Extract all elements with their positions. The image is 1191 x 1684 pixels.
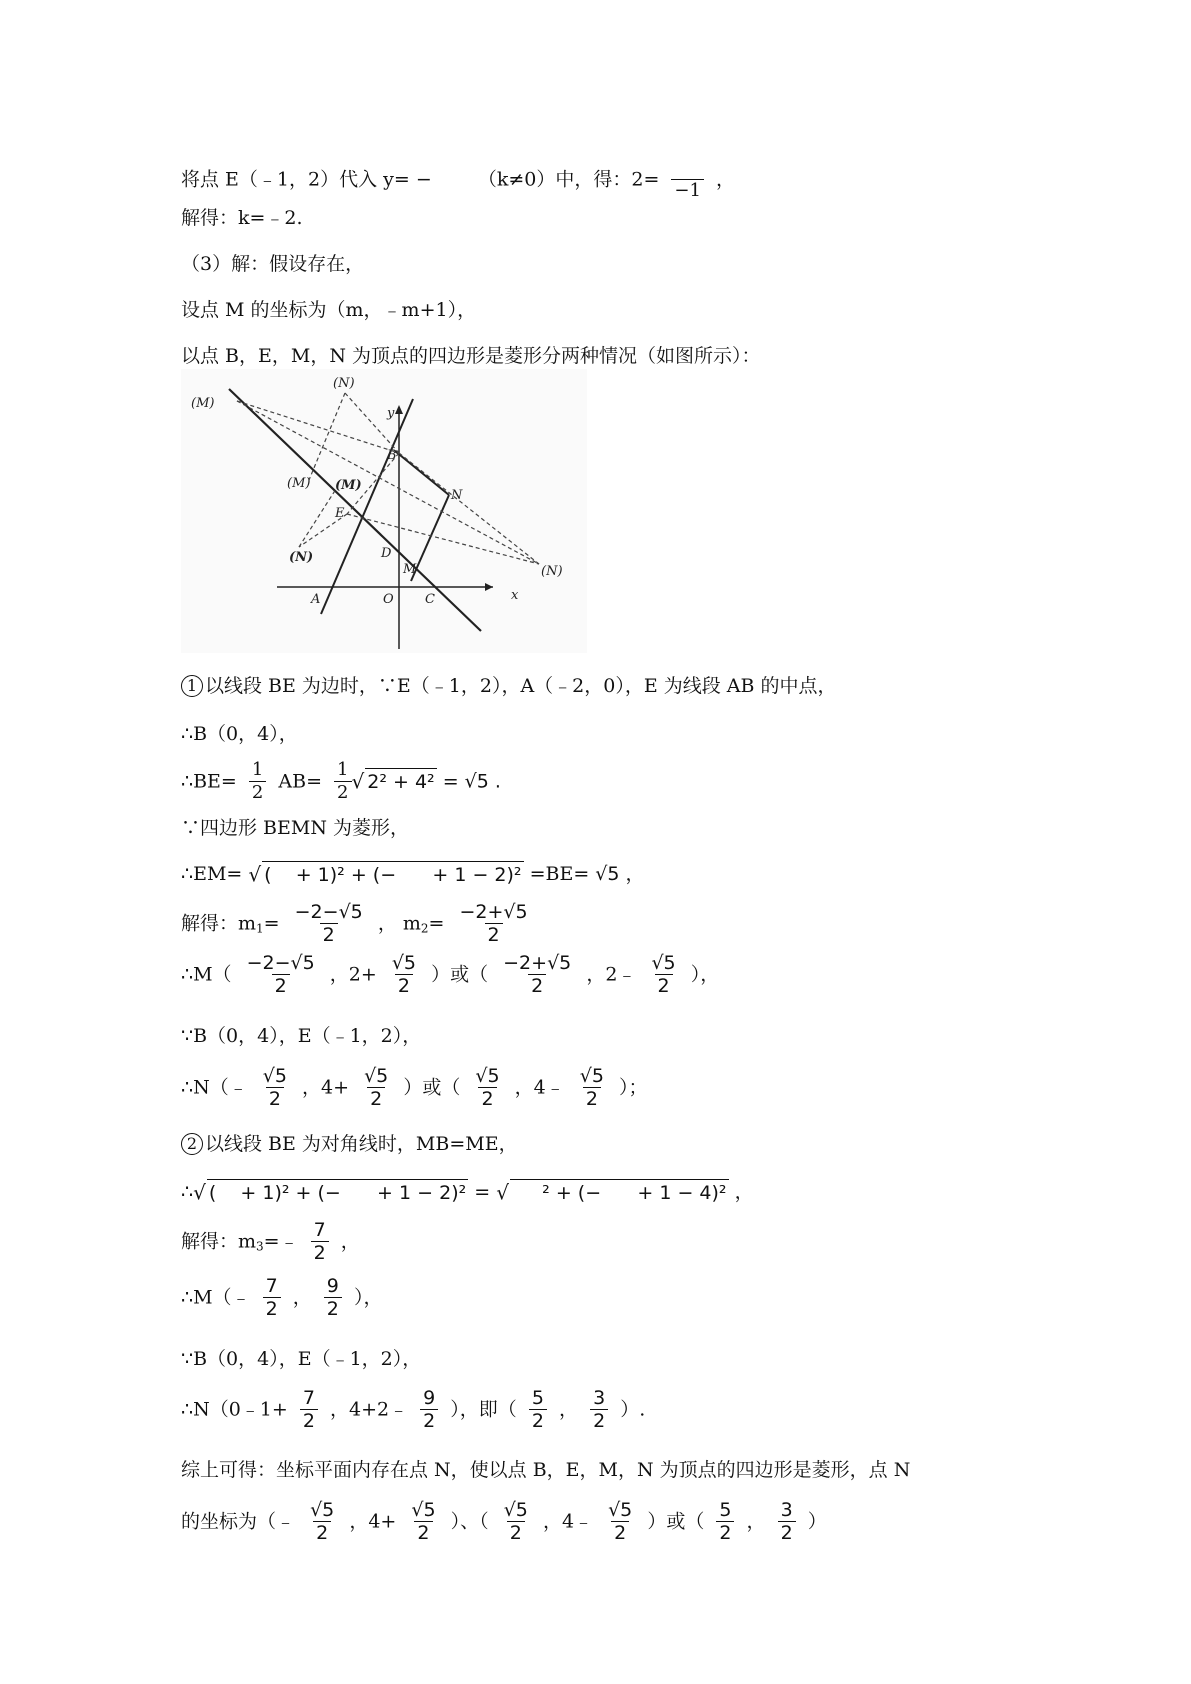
text-line: ∴N（﹣ $\frac{√5}{2}$ ，4+ $\frac{√5}{2}$ ）或（ $\frac{√5}{2}$ ，4﹣ $\frac{√5}{2}$ ）；: [181, 1065, 648, 1110]
text: 将点 E（﹣1，2）代入 y= −: [181, 168, 432, 191]
svg-text:C: C: [425, 592, 435, 607]
text-line: 解得：k=﹣2.: [181, 207, 303, 229]
text-line: 综上可得：坐标平面内存在点 N，使以点 B，E，M，N 为顶点的四边形是菱形，点 N: [181, 1459, 911, 1481]
svg-text:N: N: [451, 488, 463, 503]
svg-text:(N): (N): [289, 550, 314, 565]
svg-text:M: M: [403, 562, 417, 577]
svg-text:D: D: [381, 546, 392, 561]
text: （k≠0）中，得：2=: [477, 168, 660, 191]
text-line: ∴M（﹣ $\frac{7}{2}$ ， $\frac{9}{2}$ ），: [181, 1275, 383, 1320]
svg-text:B: B: [387, 448, 397, 463]
text-line: ∵B（0，4），E（﹣1，2），: [181, 1348, 422, 1370]
text-line: 解得：$m_1=$ $\frac{-2-√5}{2}$ ， $m_2=$ $\frac{-2+√5}{2}$: [181, 901, 528, 946]
text-line: ∴√ ( + 1)² + (− + 1 − 2)² = √ ² + (− + 1 − 4)² ，: [181, 1180, 754, 1204]
svg-text:x: x: [511, 588, 519, 603]
text-line: 以点 B，E，M，N 为顶点的四边形是菱形分两种情况（如图所示）：: [181, 345, 761, 367]
text-line: 解得：$m_3=﹣$ $\frac{7}{2}$ ，: [181, 1219, 360, 1264]
text-line: ∵B（0，4），E（﹣1，2），: [181, 1025, 422, 1047]
geometry-figure: [181, 369, 587, 653]
svg-text:(M): (M): [191, 396, 215, 411]
text-line: ∴B（0，4），: [181, 723, 298, 745]
svg-text:(N): (N): [541, 564, 563, 579]
text-line: ∴N（0﹣1+ $\frac{7}{2}$ ，4+2﹣ $\frac{9}{2}$ ），即（ $\frac{5}{2}$ ， $\frac{3}{2}$ ）.: [181, 1387, 646, 1432]
svg-text:y: y: [387, 406, 395, 421]
circled-number: 2: [181, 1133, 203, 1155]
text-line: ∵四边形 BEMN 为菱形，: [181, 817, 409, 839]
text: ，: [716, 168, 736, 191]
svg-text:(M): (M): [335, 478, 362, 493]
text-line: 的坐标为（﹣ $\frac{√5}{2}$ ，4+ $\frac{√5}{2}$ ）、（ $\frac{√5}{2}$ ，4﹣ $\frac{√5}{2}$ ）或（ $\frac{5}{2}$ ， $\frac{3}{2}$ ）: [181, 1499, 827, 1544]
text-line: 1 以线段 BE 为边时，∵E（﹣1，2），A（﹣2，0），E 为线段 AB 的中点，: [181, 672, 837, 699]
text-line: 设点 M 的坐标为（m，﹣m+1），: [181, 299, 477, 321]
text-line: （3）解：假设存在，: [181, 253, 365, 275]
svg-text:(M): (M): [287, 476, 311, 491]
svg-text:A: A: [311, 592, 321, 607]
text-line: ∴BE= $\frac{1}{2}$ AB= $\frac{1}{2}$ √ 2² + 4² = √5 .: [181, 759, 501, 803]
fraction: −1: [671, 158, 704, 201]
text-line: [181, 158, 735, 201]
svg-text:(N): (N): [333, 376, 355, 391]
text-line: 2 以线段 BE 为对角线时，MB=ME，: [181, 1130, 518, 1157]
circled-number: 1: [181, 675, 203, 697]
svg-text:O: O: [383, 592, 394, 607]
svg-text:E: E: [335, 506, 345, 521]
text-line: ∴EM= √ ( + 1)² + (− + 1 − 2)² =BE= √5 ，: [181, 862, 645, 886]
text-line: ∴M（ $\frac{-2-√5}{2}$ ，2+ $\frac{√5}{2}$ ）或（ $\frac{-2+√5}{2}$ ，2﹣ $\frac{√5}{2}$ ），: [181, 952, 720, 997]
